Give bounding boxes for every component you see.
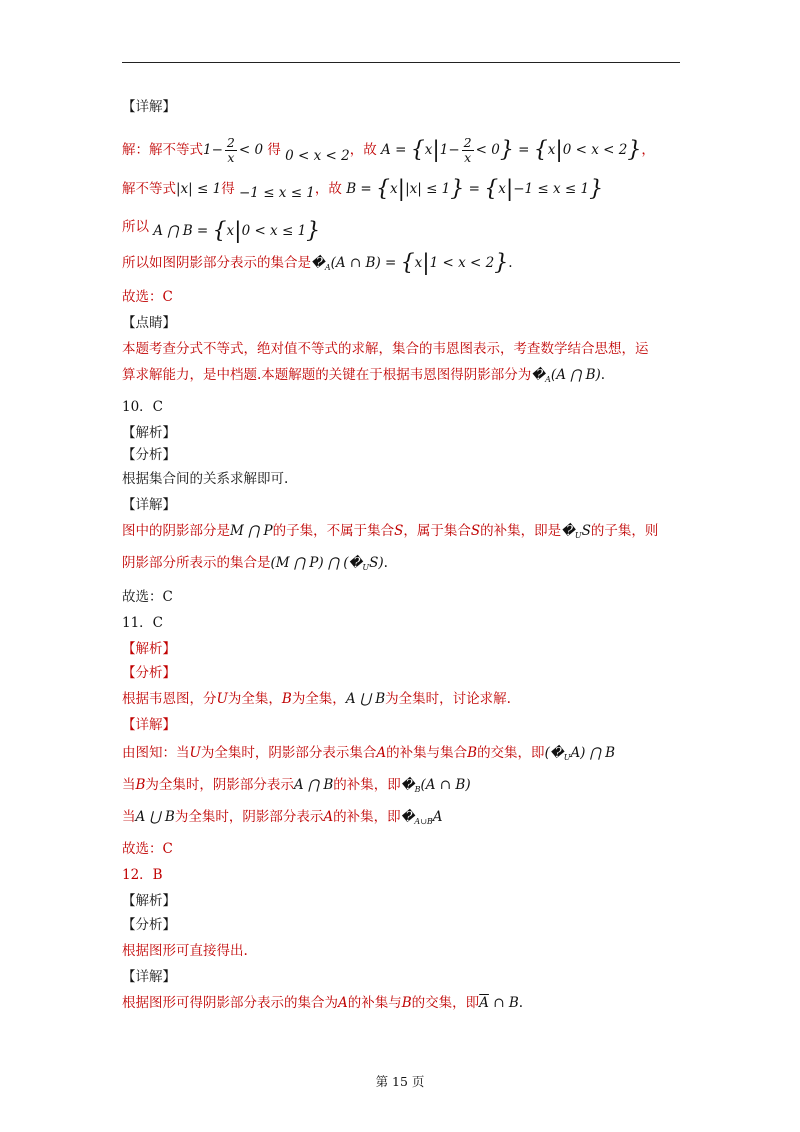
solution-line-3: 所以 A ⋂ B = {x|0 < x ≤ 1} (122, 218, 321, 244)
section-heading: 【点睛】 (122, 315, 176, 331)
detail-line-11b: 当B为全集时，阴影部分表示A ⋂ B的补集，即$�_B(A$ ∩ B) (122, 777, 471, 794)
detail-line-12: 根据图形可得阴影部分表示的集合为A的补集与B的交集，即$\overline{A}$ ∩ B. (122, 995, 524, 1011)
section-heading: 【详解】 (122, 969, 176, 985)
detail-line-10b: 阴影部分所表示的集合是(M ⋂ P) ⋂ $(�_US)$. (122, 555, 388, 572)
section-heading: 【解析】 (122, 893, 176, 909)
section-heading: 【详解】 (122, 497, 176, 513)
section-heading: 【详解】 (122, 717, 176, 733)
page-number: 第 15 页 (375, 1074, 425, 1089)
section-heading: 【解析】 (122, 641, 176, 657)
section-heading: 【分析】 (122, 917, 176, 933)
detail-line-11a: 由图知：当U为全集时，阴影部分表示集合A的补集与集合B的交集，即$(�_UA)$ ⋂ B (122, 745, 616, 762)
question-number-12: 12．B (122, 867, 163, 883)
answer-11: 故选：C (122, 841, 173, 857)
section-heading: 【解析】 (122, 425, 176, 441)
analysis-text: 根据图形可直接得出. (122, 943, 248, 959)
question-number-10: 10．C (122, 399, 164, 415)
analysis-text: 根据集合间的关系求解即可. (122, 471, 289, 487)
solution-line-4: 所以如图阴影部分表示的集合是$�_A(A$ ∩ B) = {x|1 < x < 2}. (122, 250, 513, 276)
section-heading: 【分析】 (122, 447, 176, 463)
solution-line-2: 解不等式|x| ≤ 1得 −1 ≤ x ≤ 1，故 B = {x||x| ≤ 1} = {x|−1 ≤ x ≤ 1} (122, 176, 604, 202)
header-rule (122, 62, 680, 63)
solution-line-1: 解：解不等式1− $\frac{2}{x}$ < 0 得 0 < x < 2，故 A = {x|1− $\frac{2}{x}$ < 0} = {x|0 < x < 2}， (122, 135, 655, 165)
comment-line-1: 本题考查分式不等式，绝对值不等式的求解，集合的韦恩图表示，考查数学结合思想，运 (122, 341, 649, 357)
analysis-text: 根据韦恩图，分U为全集，B为全集，A ⋃ B为全集时，讨论求解. (122, 691, 511, 707)
question-number-11: 11．C (122, 615, 164, 631)
detail-line-10a: 图中的阴影部分是M ⋂ P的子集，不属于集合S，属于集合S的补集，即是$�_US$的子集，则 (122, 523, 659, 540)
section-heading: 【分析】 (122, 665, 176, 681)
detail-line-11c: 当A ⋃ B为全集时，阴影部分表示A的补集，即$�_{A\cup B}A$ (122, 809, 443, 826)
comment-line-2: 算求解能力，是中档题.本题解题的关键在于根据韦恩图得阴影部分为$�_A(A$ ⋂ B). (122, 367, 606, 384)
section-heading: 【详解】 (122, 99, 176, 115)
answer-9: 故选：C (122, 289, 173, 305)
answer-10: 故选：C (122, 589, 173, 605)
